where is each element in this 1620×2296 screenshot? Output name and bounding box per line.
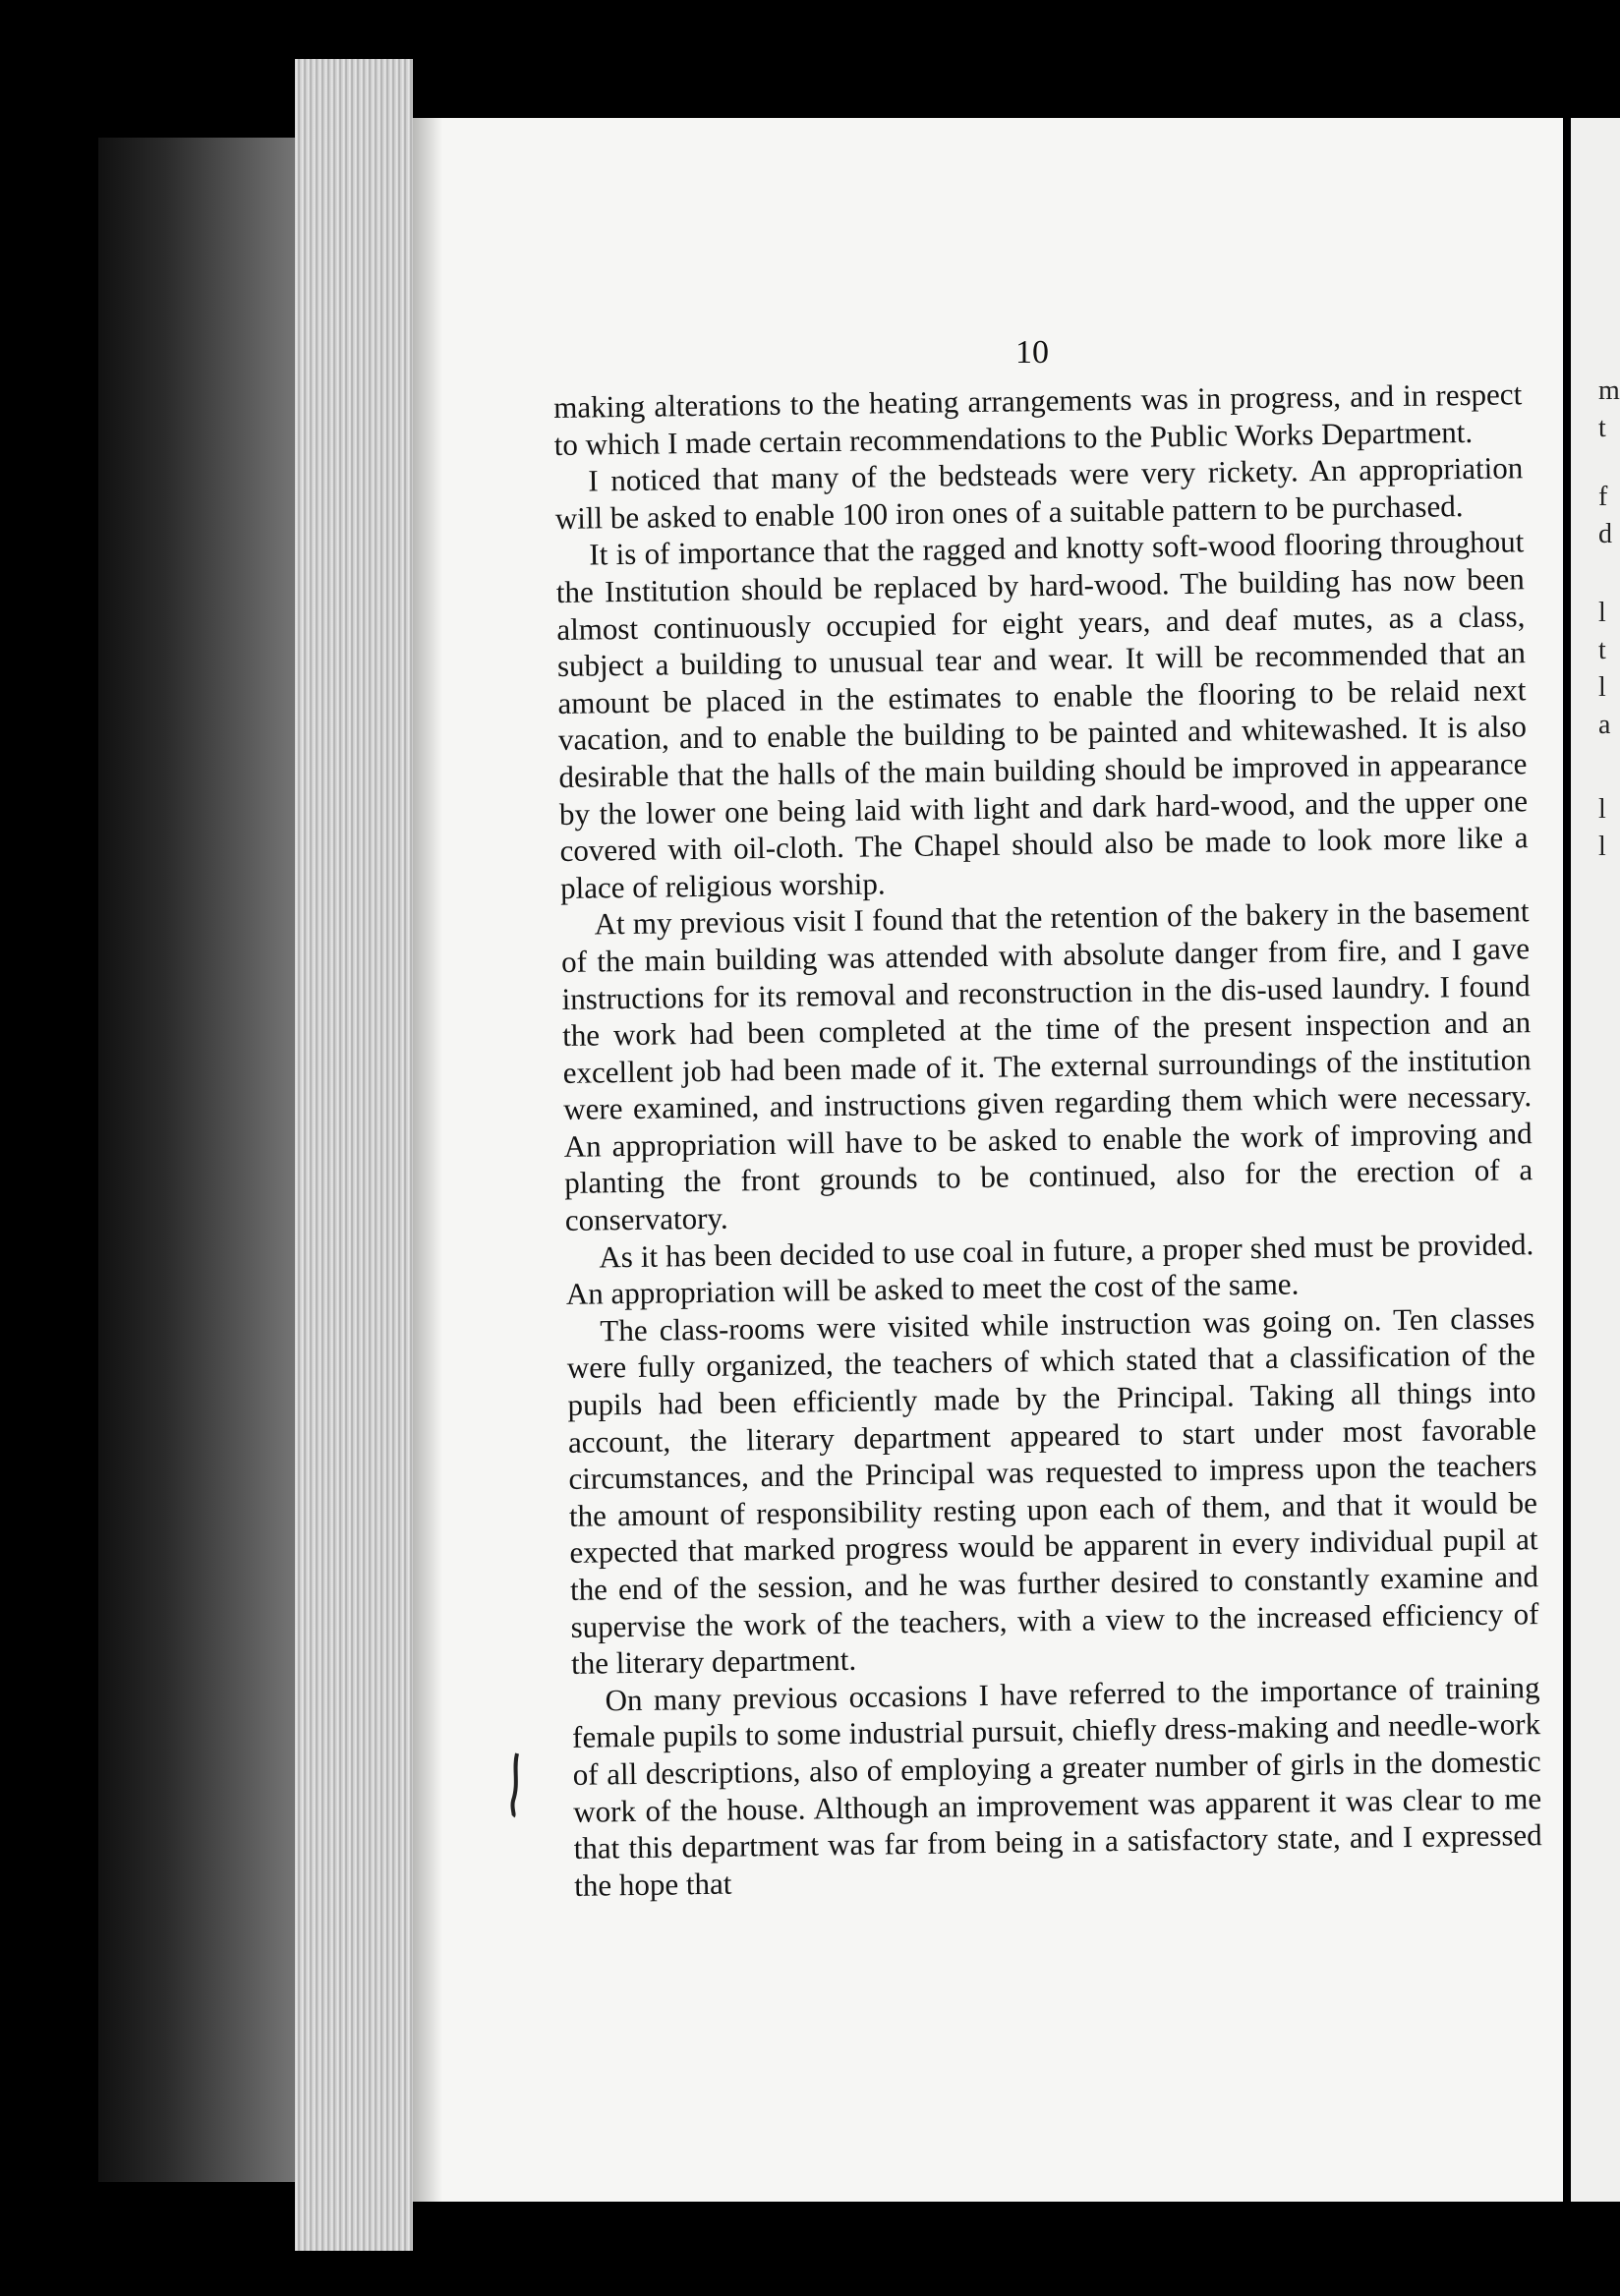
facing-page-letter: d	[1598, 519, 1612, 549]
facing-page-letter: l	[1598, 672, 1606, 703]
facing-page-letter: l	[1598, 794, 1606, 825]
facing-page-letter: t	[1598, 635, 1606, 665]
facing-page-edge	[1571, 118, 1620, 2202]
facing-page-letter: l	[1598, 832, 1606, 862]
paragraph: On many previous occasions I have referred to the importance of training female pupils to some industrial pursuit, chiefly dress-making and needle-work of all descriptions, also of employing a greater number of girls in the domestic work of the house. Although an improvement was apparent it was clear to me that this department was far from being in a satisfactory state, and I expressed the hope that	[571, 1669, 1542, 1903]
margin-pencil-mark	[503, 1750, 527, 1829]
paragraph: At my previous visit I found that the retention of the bakery in the basement of the main building was attended with absolute danger from fire, and I gave instructions for its removal and reconstruction in the dis-used laundry. I found the work had been completed at the time of the present inspection and an excellent job had been made of it. The external surroundings of the institution were examined, and instructions given regarding them which were necessary. An appropriation will have to be asked to enable the work of improving and planting the front grounds to be continued, also for the erection of a conservatory.	[560, 893, 1533, 1237]
facing-page-letter: f	[1598, 482, 1608, 512]
gutter-shadow	[413, 118, 442, 2202]
facing-page-letter: a	[1598, 710, 1611, 740]
body-text	[553, 375, 1542, 1904]
paragraph: As it has been decided to use coal in future, a proper shed must be provided. An appropriation will be asked to meet the cost of the same.	[565, 1226, 1534, 1312]
facing-page-letter: t	[1598, 413, 1606, 443]
paragraph: I noticed that many of the bedsteads were very rickety. An appropriation will be asked to enable 100 iron ones of a suitable pattern to be purchased.	[554, 450, 1524, 536]
pencil-stroke-icon	[503, 1750, 527, 1818]
page-edges	[295, 59, 413, 2251]
page-number: 10	[1015, 334, 1049, 371]
paragraph: making alterations to the heating arrangements was in progress, and in respect to which I made certain recommendations to the Public Works Department.	[553, 376, 1523, 462]
paragraph: It is of importance that the ragged and knotty soft-wood flooring throughout the Institution should be replaced by hard-wood. The building has now been almost continuously occupied for eight years, and deaf mutes, as a class, subject a building to unusual tear and wear. It will be recommended that an amount be placed in the estimates to enable the flooring to be relaid next vacation, and to enable the building to be painted and whitewashed. It is also desirable that the halls of the main building should be improved in appearance by the lower one being laid with light and dark hard-wood, and the upper one covered with oil-cloth. The Chapel should also be made to look more like a place of religious worship.	[555, 524, 1529, 905]
paragraph: The class-rooms were visited while instruction was going on. Ten classes were fully organized, the teachers of which stated that a classification of the pupils had been efficiently made by the Principal. Taking all things into account, the literary department appeared to start under most favorable circumstances, and the Principal was requested to impress upon the teachers the amount of responsibility resting upon each of them, and that it would be expected that marked progress would be apparent in every individual pupil at the end of the session, and he was further desired to constantly examine and supervise the work of the teachers, with a view to the increased efficiency of the literary department.	[566, 1299, 1539, 1682]
facing-page-letter: l	[1598, 598, 1606, 628]
facing-page-letter: m	[1598, 375, 1620, 406]
